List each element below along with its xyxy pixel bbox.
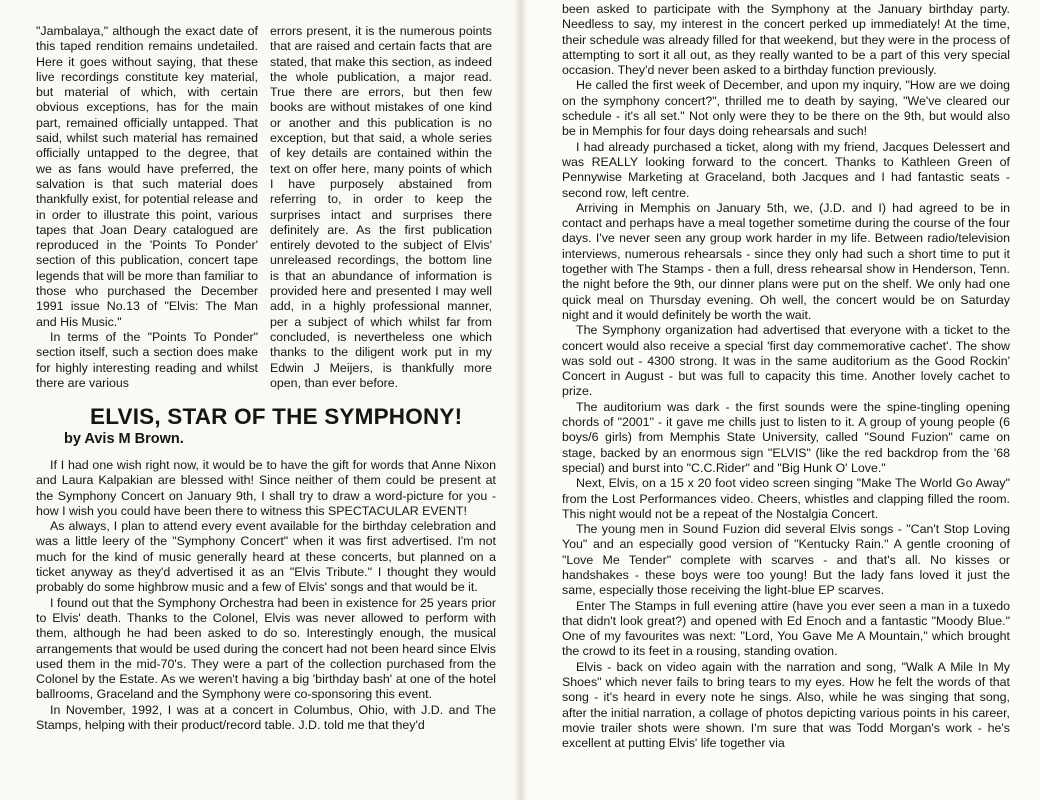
left-column-1 — [36, 24, 258, 391]
paragraph: In terms of the "Points To Ponder" section itself, such a section does make for highly interesting reading and whilst there are various — [36, 329, 258, 390]
paragraph: The Symphony organization had advertised that everyone with a ticket to the concert would also receive a special 'first day commemorative cachet'. The show was sold out - 4300 strong. It was in the same auditorium as the Good Rockin' Concert in August - but was full to capacity this time. Another lovely cachet to prize. — [562, 323, 1010, 399]
left-column-2 — [270, 24, 492, 391]
paragraph: I found out that the Symphony Orchestra had been in existence for 25 years prior to Elvis' death. Thanks to the Colonel, Elvis was never allowed to perform with them, although he had been asked to do so. Interestingly enough, the musical arrangements that would be used during the concert had not been heard since Elvis used them in the mid-70's. They were a part of the collection purchased from the Colonel by the Estate. As we weren't having a big 'birthday bash' at one of the hotel ballrooms, Graceland and the Symphony were co-sponsoring this event. — [36, 595, 496, 702]
right-page — [520, 0, 1040, 800]
article-headline: ELVIS, STAR OF THE SYMPHONY! — [90, 404, 463, 429]
paragraph: "Jambalaya," although the exact date of this taped rendition remains undetailed. Here it goes without saying, that these live recordings constitute key material, but material of which, with certain obvious exceptions, has for the main part, remained officially untapped. That said, whilst such material has remained officially untapped to the degree, that we as fans would have preferred, the salvation is that such material does thankfully exist, for potential release and in order to illustrate this point, various tapes that Joan Deary catalogued are reproduced in the 'Points To Ponder' section of this publication, concert tape legends that will be more than familiar to those who purchased the December 1991 issue No.13 of "Elvis: The Man and His Music." — [36, 24, 258, 329]
paragraph: Elvis - back on video again with the narration and song, "Walk A Mile In My Shoes" which never fails to bring tears to my eyes. How he felt the words of that song - it's heard in every note he sings. Also, while he was singing that song, after the initial narration, a collage of photos depicting various points in his career, movie trailer shots were shown. I'm sure that was Todd Morgan's work - he's excellent at putting Elvis' life together via — [562, 659, 1010, 751]
paragraph: He called the first week of December, and upon my inquiry, "How are we doing on the symphony concert?", thrilled me to death by saying, "We've cleared our schedule - it's all set." Not only were they to be there on the 9th, but would also be in Memphis for four days doing rehearsals and such! — [562, 78, 1010, 139]
article-body — [36, 458, 496, 733]
paragraph: errors present, it is the numerous points that are raised and certain facts that are stated, that make this section, as indeed the whole publication, a major read. True there are errors, but then few books are without mistakes of one kind or another and this publication is no exception, but that said, a whole series of key details are contained within the text on offer here, many points of which I have purposely abstained from referring to, in order to keep the surprises intact and surprises there definitely are. As the first publication entirely devoted to the subject of Elvis' unreleased recordings, the bottom line is that an abundance of information is provided here and presented I may well add, in a highly professional manner, per a subject of which whilst far from concluded, is nevertheless one which thanks to the diligent work put in my Edwin J Meijers, is thankfully more open, than ever before. — [270, 24, 492, 390]
paragraph: In November, 1992, I was at a concert in Columbus, Ohio, with J.D. and The Stamps, helping with their product/record table. J.D. told me that they'd — [36, 702, 496, 733]
paragraph: As always, I plan to attend every event available for the birthday celebration and was a little leery of the "Symphony Concert" when it was first advertised. I'm not much for the kind of music generally heard at these concerts, but planned on a ticket anyway as they'd advertised it as an "Elvis Tribute." I thought they would probably do some highbrow music and a few of Elvis' songs and that would be it. — [36, 519, 496, 595]
paragraph: Arriving in Memphis on January 5th, we, (J.D. and I) had agreed to be in contact and perhaps have a meal together sometime during the course of the four days. I've never seen any group work harder in my life. Between radio/television interviews, numerous rehearsals - since they only had such a short time to put it together with The Stamps - then a full, dress rehearsal show in Henderson, Tenn. the night before the 9th, our dinner plans were put on the shelf. We only had one quick meal on Thursday evening. Oh well, the concert would be on Saturday night and it would definitely be worth the wait. — [562, 200, 1010, 322]
paragraph: I had already purchased a ticket, along with my friend, Jacques Delessert and was REALLY looking forward to the concert. Thanks to Kathleen Green of Pennywise Marketing at Graceland, both Jacques and I had fantastic seats - second row, left centre. — [562, 139, 1010, 200]
paragraph: If I had one wish right now, it would be to have the gift for words that Anne Nixon and Laura Kalpakian are blessed with! Since neither of them could be present at the Symphony Concert on January 9th, I shall try to draw a word-picture for you - how I wish you could have been there to witness this SPECTACULAR EVENT! — [36, 458, 496, 518]
right-column — [562, 2, 1010, 752]
paragraph: The auditorium was dark - the first sounds were the spine-tingling opening chords of "2001" - it gave me chills just to listen to it. A group of young people (6 boys/6 girls) from Memphis State University, called "Sound Fuzion" came on stage, backed by an enormous sign "ELVIS" (like the red backdrop from the '68 special) and burst into "C.C.Rider" and "Big Hunk O' Love." — [562, 399, 1010, 475]
paragraph: Next, Elvis, on a 15 x 20 foot video screen singing "Make The World Go Away" from the Lost Performances video. Cheers, whistles and clapping filled the room. This night would not be a repeat of the Nostalgia Concert. — [562, 476, 1010, 521]
page-gutter — [514, 0, 528, 800]
paragraph: The young men in Sound Fuzion did several Elvis songs - "Can't Stop Loving You" and an especially good version of "Kentucky Rain." A gentle crooning of "Love Me Tender" complete with scarves - and that's all. No kisses or handshakes - these boys were too young! But the lady fans loved it just the same, especially those receiving the light-blue EP scarves. — [562, 522, 1010, 598]
paragraph: been asked to participate with the Symphony at the January birthday party. Needless to say, my interest in the concert perked up immediately! At the time, their schedule was already filled for that weekend, but they were in the process of attempting to sort it all out, as they really wanted to be a part of this very special occasion. They'd never been asked to a birthday function previously. — [562, 2, 1010, 78]
article-byline: by Avis M Brown. — [64, 431, 184, 447]
paragraph: Enter The Stamps in full evening attire (have you ever seen a man in a tuxedo that didn't look great?) and opened with Ed Enoch and a fantastic "Moody Blue." One of my favourites was next: "Lord, You Gave Me A Mountain," which brought the crowd to its feet in a rousing, standing ovation. — [562, 598, 1010, 659]
